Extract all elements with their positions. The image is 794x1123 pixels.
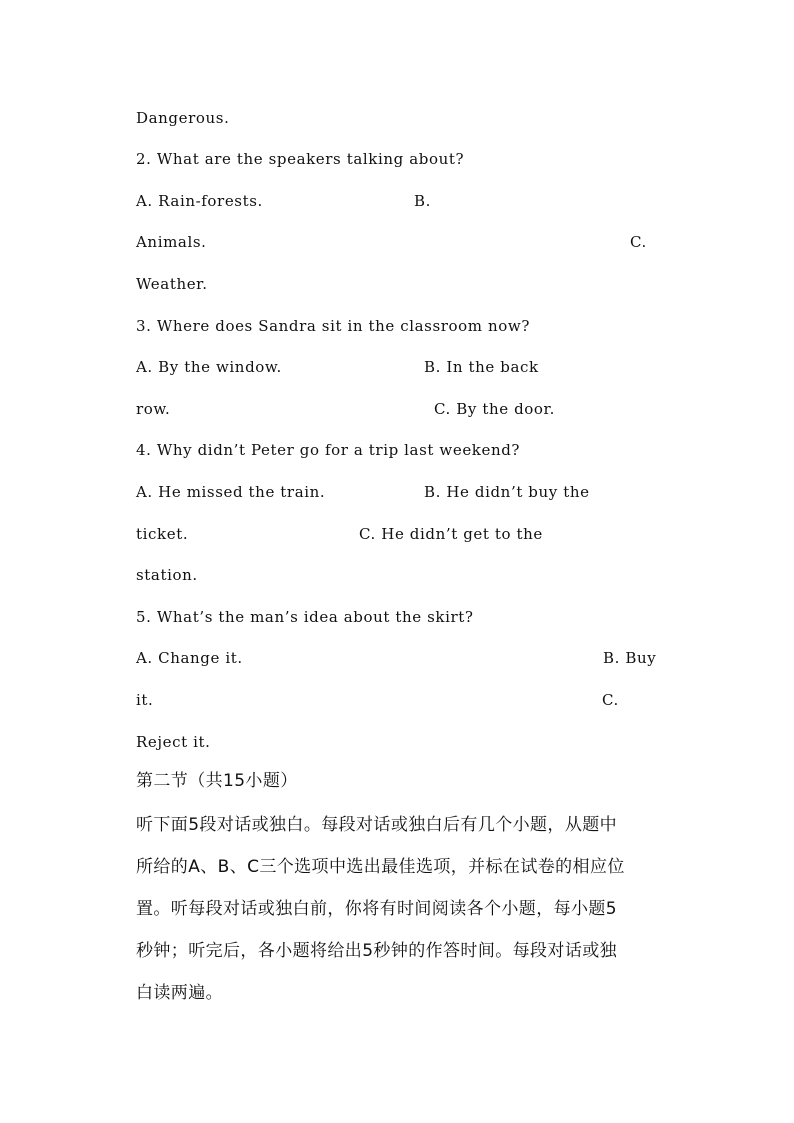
q3-option-b: B. In the back [424,358,539,376]
q5-option-b-continued: it. [136,691,154,709]
q4-option-b: B. He didn’t buy the [424,483,590,501]
q4-option-c-continued: station. [136,566,198,584]
q5-option-b: B. Buy [603,649,657,667]
q5-option-c-text: Reject it. [136,733,211,751]
q5-option-c-label: C. [602,691,619,709]
q3-option-a: A. By the window. [136,358,282,376]
q3-option-c: C. By the door. [434,400,556,418]
q4-option-a: A. He missed the train. [136,483,326,501]
q2-option-c-text: Weather. [136,275,208,293]
instructions-line-4: 秒钟；听完后，各小题将给出5秒钟的作答时间。每段对话或独 [136,941,618,961]
instructions-line-2: 所给的A、B、C三个选项中选出最佳选项，并标在试卷的相应位 [136,857,625,877]
section-heading: 第二节（共15小题） [136,771,298,791]
question-5: 5. What’s the man’s idea about the skirt? [136,608,474,626]
q2-option-b-label: B. [414,192,431,210]
q5-option-a: A. Change it. [136,649,243,667]
question-4: 4. Why didn’t Peter go for a trip last weekend? [136,441,521,459]
q3-option-b-continued: row. [136,400,171,418]
q4-option-b-continued: ticket. [136,525,189,543]
q2-option-b-text: Animals. [136,233,207,251]
question-2: 2. What are the speakers talking about? [136,150,465,168]
q2-option-a: A. Rain-forests. [136,192,263,210]
question-3: 3. Where does Sandra sit in the classroom now? [136,317,530,335]
q2-option-c-label: C. [630,233,647,251]
instructions-line-1: 听下面5段对话或独白。每段对话或独白后有几个小题，从题中 [136,815,618,835]
instructions-line-3: 置。听每段对话或独白前，你将有时间阅读各个小题，每小题5 [136,899,618,919]
option-c-text-q1: Dangerous. [136,109,230,127]
instructions-line-5: 白读两遍。 [136,983,223,1003]
q4-option-c: C. He didn’t get to the [359,525,543,543]
